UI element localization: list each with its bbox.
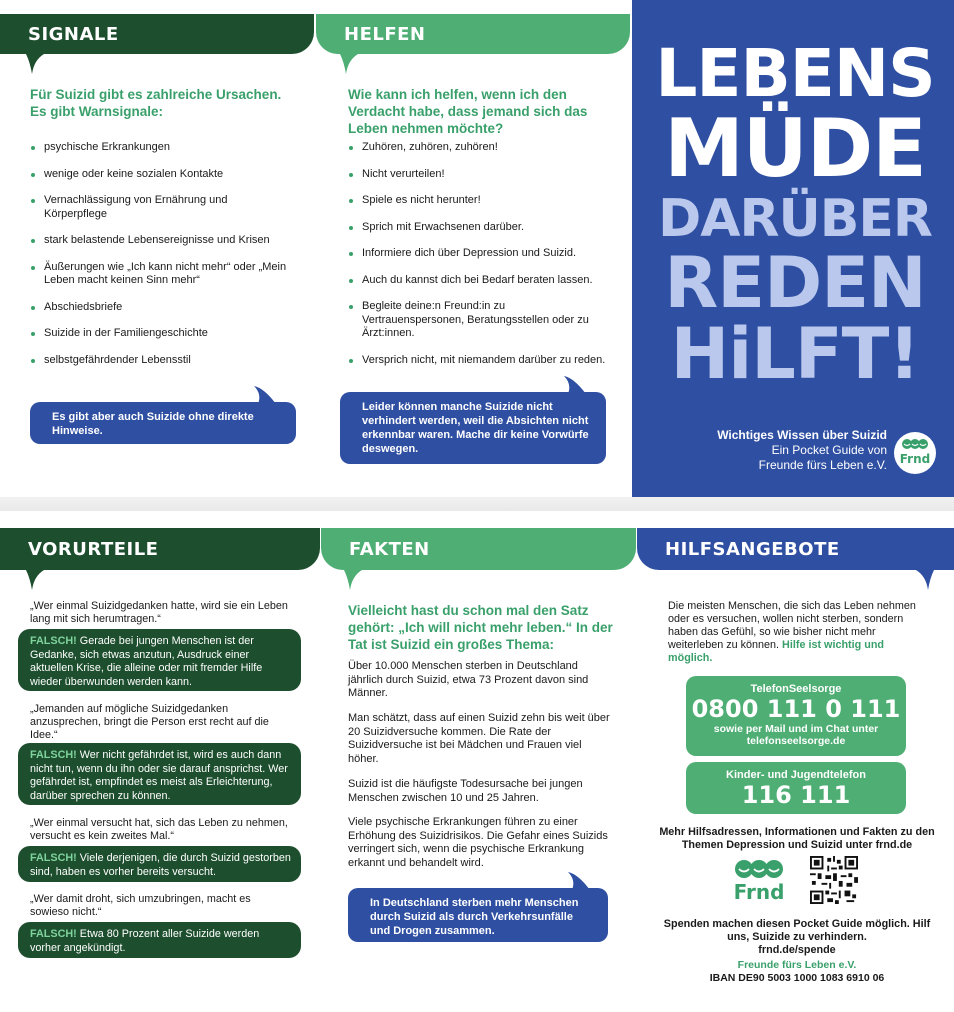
signale-list xyxy=(28,141,290,367)
frnd-logo-large xyxy=(730,856,788,908)
telefonseelsorge-box[interactable] xyxy=(686,676,906,756)
hilfsangebote-header xyxy=(637,528,954,570)
spenden-text: Spenden machen diesen Pocket Guide möglich. Hilf uns, Suizide zu verhindern. xyxy=(663,918,931,943)
list-item: Vernachlässigung von Ernährung und Körperpflege xyxy=(28,194,290,221)
falsch-box-3 xyxy=(18,846,301,882)
falsch-box-4 xyxy=(18,922,301,958)
vorurteile-header-tail xyxy=(26,570,46,590)
prejudice-quote-4: „Wer damit droht, sich umzubringen, macht es sowieso nicht.“ xyxy=(30,893,251,918)
cover-panel xyxy=(632,0,954,497)
fakten-title: FAKTEN xyxy=(349,538,430,560)
kinder-jugendtelefon-box[interactable] xyxy=(686,762,906,814)
cover-line-5: HiLFT! xyxy=(670,313,920,395)
fakten-lead: Vielleicht hast du schon mal den Satz gehört: „Ich will nicht mehr leben.“ In der Tat ist Suizid ein großes Thema: xyxy=(348,603,613,652)
list-item: Versprich nicht, mit niemandem darüber zu reden. xyxy=(346,354,608,368)
frnd-logo-icon xyxy=(902,437,928,451)
signale-header xyxy=(0,14,314,54)
iban: IBAN DE90 5003 1000 1083 6910 06 xyxy=(709,972,885,984)
helfen-list xyxy=(346,141,608,367)
fold-divider xyxy=(0,497,954,511)
falsch-text: Viele derjenigen, die durch Suizid gestorben sind, haben es vorher bereits versucht. xyxy=(30,852,291,878)
falsch-label: FALSCH! xyxy=(30,635,77,647)
falsch-label: FALSCH! xyxy=(30,749,77,761)
cover-guide-line-1: Ein Pocket Guide von xyxy=(771,443,887,457)
telefonseelsorge-number[interactable]: 0800 111 0 111 xyxy=(691,695,901,723)
falsch-text: Gerade bei jungen Menschen ist der Gedanke, sich etwas anzutun, Ausdruck einer aktuellen Krise, die alleine oder mit fremder Hilfe wieder überwunden werden kann. xyxy=(30,635,263,688)
list-item: Suizide in der Familiengeschichte xyxy=(28,327,290,341)
telefonseelsorge-link[interactable]: telefonseelsorge.de xyxy=(746,735,846,747)
hilfsangebote-title: HILFSANGEBOTE xyxy=(665,538,840,560)
vorurteile-header xyxy=(0,528,320,570)
list-item: Informiere dich über Depression und Suizid. xyxy=(346,247,608,261)
list-item: Äußerungen wie „Ich kann nicht mehr“ oder „Mein Leben macht keinen Sinn mehr“ xyxy=(28,261,290,288)
helfen-header-tail xyxy=(340,54,360,74)
signale-bubble: Es gibt aber auch Suizide ohne direkte Hinweise. xyxy=(30,402,296,444)
list-item: Auch du kannst dich bei Bedarf beraten lassen. xyxy=(346,274,608,288)
falsch-text: Wer nicht gefährdet ist, wird es auch dann nicht tun, wenn du ihn oder sie darauf ansprichst. Wer gefährdet ist, empfindet es meist als Erleichterung, darüber sprechen zu können. xyxy=(30,749,288,802)
fakten-bubble: In Deutschland sterben mehr Menschen durch Suizid als durch Verkehrsunfälle und Drogen zusammen. xyxy=(348,888,608,942)
list-item: stark belastende Lebensereignisse und Krisen xyxy=(28,234,290,248)
list-item: Spiele es nicht herunter! xyxy=(346,194,608,208)
helfen-title: HELFEN xyxy=(344,23,426,45)
fakten-header xyxy=(321,528,636,570)
signale-lead: Für Suizid gibt es zahlreiche Ursachen. Es gibt Warnsignale: xyxy=(30,87,282,119)
signale-header-tail xyxy=(26,54,46,74)
hilfsangebote-intro-highlight: Hilfe ist wichtig und möglich. xyxy=(668,639,885,664)
cover-line-3: DARÜBER xyxy=(658,189,932,249)
falsch-label: FALSCH! xyxy=(30,928,77,940)
list-item: Begleite deine:n Freund:in zu Vertrauenspersonen, Beratungsstellen oder zu Ärzt:innen. xyxy=(346,300,608,341)
fakten-header-tail xyxy=(344,570,364,590)
falsch-text: Etwa 80 Prozent aller Suizide werden vorher angekündigt. xyxy=(30,928,260,954)
list-item: Abschiedsbriefe xyxy=(28,301,290,315)
qr-code[interactable] xyxy=(810,856,858,904)
telefonseelsorge-label: TelefonSeelsorge xyxy=(750,683,842,695)
hilfsangebote-header-tail xyxy=(914,570,934,590)
list-item: wenige oder keine sozialen Kontakte xyxy=(28,168,290,182)
cover-guide-line-2: Freunde fürs Leben e.V. xyxy=(758,458,887,472)
more-info-text: Mehr Hilfsadressen, Informationen und Fakten zu den Themen Depression und Suizid unter frnd.de xyxy=(659,826,935,851)
kinder-jugendtelefon-label: Kinder- und Jugendtelefon xyxy=(726,769,866,781)
signale-title: SIGNALE xyxy=(28,23,119,45)
list-item: psychische Erkrankungen xyxy=(28,141,290,155)
falsch-box-2 xyxy=(18,743,301,805)
org-name: Freunde fürs Leben e.V. xyxy=(737,959,857,971)
cover-subtitle-line: Wichtiges Wissen über Suizid xyxy=(717,428,887,442)
frnd-logo-large-text: Frnd xyxy=(733,880,785,904)
list-item: selbstgefährdender Lebensstil xyxy=(28,354,290,368)
prejudice-quote-1: „Wer einmal Suizidgedanken hatte, wird sie ein Leben lang mit sich herumtragen.“ xyxy=(30,600,288,625)
hilfsangebote-intro xyxy=(668,600,926,665)
list-item: Sprich mit Erwachsenen darüber. xyxy=(346,221,608,235)
list-item: Zuhören, zuhören, zuhören! xyxy=(346,141,608,155)
kinder-jugendtelefon-number[interactable]: 116 111 xyxy=(741,781,851,809)
telefonseelsorge-sub-1: sowie per Mail und im Chat unter xyxy=(713,723,879,735)
frnd-logo-text: Frnd xyxy=(899,452,931,466)
frnd-logo-large-icon xyxy=(734,858,784,880)
vorurteile-title: VORURTEILE xyxy=(28,538,159,560)
hilfsangebote-intro-text: Die meisten Menschen, die sich das Leben nehmen oder es versuchen, wollen nicht sterben, sondern haben das Gefühl, so wie bisher nicht mehr weiterleben zu können. xyxy=(668,600,916,651)
fakten-paragraph-4: Viele psychische Erkrankungen führen zu einer Erhöhung des Suizidrisikos. Die Gefahr eines Suizids verringert sich, wenn die psychische Erkrankung erkannt und behandelt wird. xyxy=(348,816,608,869)
frnd-logo xyxy=(894,432,936,474)
fakten-paragraph-1: Über 10.000 Menschen sterben in Deutschland jährlich durch Suizid, etwa 73 Prozent davon sind Männer. xyxy=(348,660,589,699)
prejudice-quote-3: „Wer einmal versucht hat, sich das Leben zu nehmen, versucht es kein zweites Mal.“ xyxy=(30,817,288,842)
cover-title xyxy=(650,35,940,395)
cover-line-1: LEBENS xyxy=(655,35,935,112)
helfen-bubble: Leider können manche Suizide nicht verhindert werden, weil die Absichten nicht erkennbar waren. Mache dir keine Vorwürfe deswegen. xyxy=(340,392,606,464)
cover-line-2: MÜDE xyxy=(664,102,926,195)
fakten-paragraph-3: Suizid ist die häufigste Todesursache bei jungen Menschen zwischen 10 und 25 Jahren. xyxy=(348,778,583,804)
helfen-header xyxy=(316,14,630,54)
helfen-lead: Wie kann ich helfen, wenn ich den Verdacht habe, dass jemand sich das Leben nehmen möchte? xyxy=(348,87,588,136)
spenden-link[interactable]: frnd.de/spende xyxy=(758,944,836,956)
list-item: Nicht verurteilen! xyxy=(346,168,608,182)
cover-line-4: REDEN xyxy=(664,242,926,324)
falsch-box-1 xyxy=(18,629,301,691)
falsch-label: FALSCH! xyxy=(30,852,77,864)
cover-subtitle xyxy=(672,428,887,473)
fakten-paragraph-2: Man schätzt, dass auf einen Suizid zehn bis weit über 20 Suizidversuche kommen. Die Rate der Suizidversuche ist bei Mädchen und Frauen viel höher. xyxy=(348,712,610,765)
prejudice-quote-2: „Jemanden auf mögliche Suizidgedanken anzusprechen, bringt die Person erst recht auf die Idee.“ xyxy=(30,703,269,741)
